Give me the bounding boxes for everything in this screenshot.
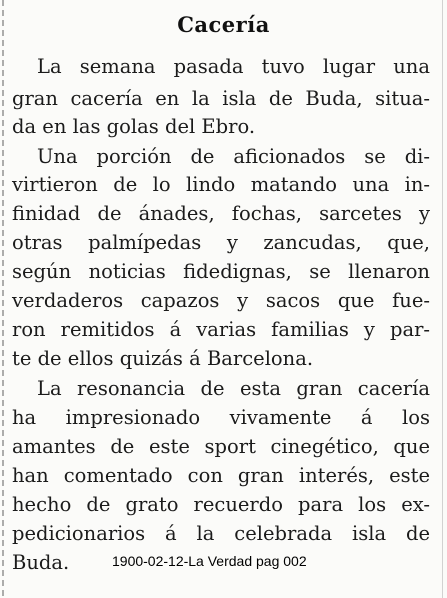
article-line: otras palmípedas y zancudas, que, bbox=[12, 231, 430, 254]
article-line: ha impresionado vivamente á los bbox=[12, 406, 430, 429]
article-line: gran cacería en la isla de Buda, situa- bbox=[12, 87, 430, 110]
article-line: verdaderos capazos y sacos que fue- bbox=[12, 289, 430, 312]
source-caption: 1900-02-12-La Verdad pag 002 bbox=[112, 553, 307, 569]
article-line: virtieron de lo lindo matando una in- bbox=[12, 173, 430, 196]
article-line: La semana pasada tuvo lugar una bbox=[37, 55, 430, 78]
article-line: finidad de ánades, fochas, sarcetes y bbox=[12, 202, 430, 225]
article-title: Cacería bbox=[177, 12, 270, 37]
article-line: hecho de grato recuerdo para los ex- bbox=[12, 493, 430, 516]
column-rule-left bbox=[2, 0, 4, 598]
article-line: Una porción de aficionados se di- bbox=[37, 145, 430, 168]
article-line: amantes de este sport cinegético, que bbox=[12, 435, 430, 458]
article-line: han comentado con gran interés, este bbox=[12, 464, 430, 487]
article-line: La resonancia de esta gran cacería bbox=[37, 377, 430, 400]
article-line: da en las golas del Ebro. bbox=[12, 115, 256, 138]
article-line: pedicionarios á la celebrada isla de bbox=[12, 522, 430, 545]
article-line: te de ellos quizás á Barcelona. bbox=[12, 347, 314, 370]
article-line: ron remitidos á varias familias y par- bbox=[12, 318, 430, 341]
article-line: según noticias fidedignas, se llenaron bbox=[12, 260, 430, 283]
article-line: Buda. bbox=[12, 551, 70, 574]
column-rule-right bbox=[442, 0, 443, 598]
